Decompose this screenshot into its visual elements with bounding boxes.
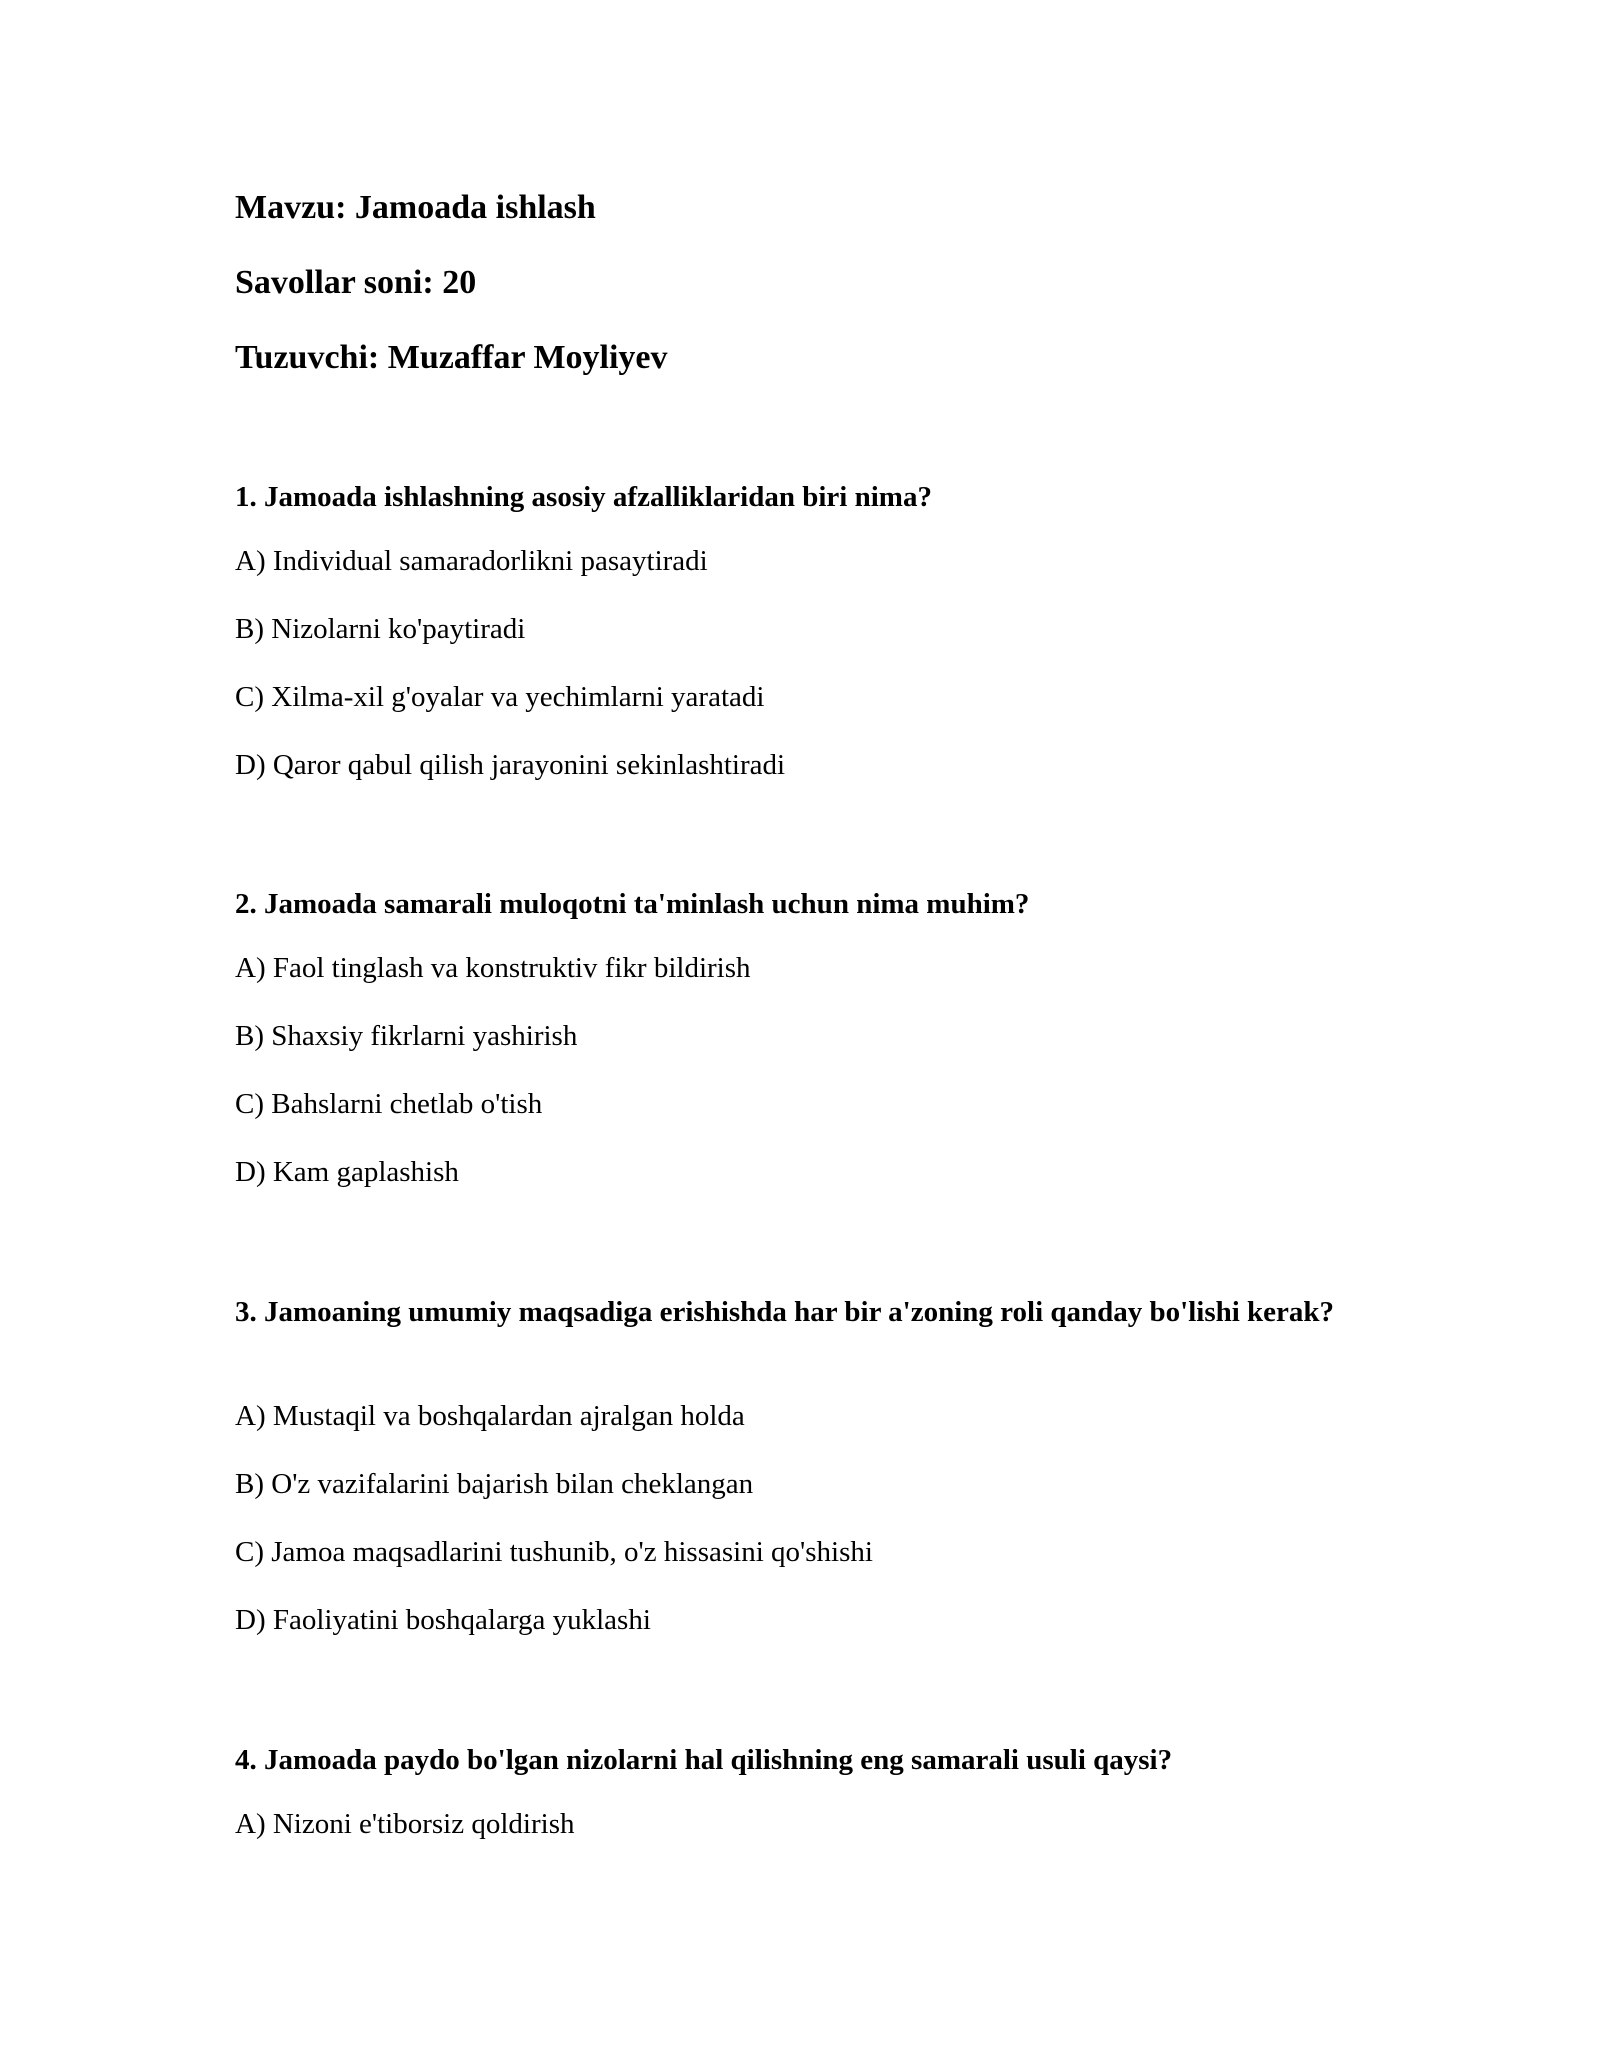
option-c: C) Xilma-xil g'oyalar va yechimlarni yaratadi [235,681,765,713]
option-d: D) Qaror qabul qilish jarayonini sekinlashtiradi [235,749,786,781]
question-text: 4. Jamoada paydo bo'lgan nizolarni hal qilishning eng samarali usuli qaysi? [235,1744,1173,1776]
question-text: 1. Jamoada ishlashning asosiy afzalliklaridan biri nima? [235,481,932,513]
question-2 [235,884,1365,1188]
option-d: D) Kam gaplashish [235,1156,459,1188]
option-b: B) Shaxsiy fikrlarni yashirish [235,1020,578,1052]
question-text: 2. Jamoada samarali muloqotni ta'minlash uchun nima muhim? [235,888,1030,920]
option-c: C) Bahslarni chetlab o'tish [235,1088,543,1120]
question-4 [235,1740,1365,1840]
author-heading: Tuzuvchi: Muzaffar Moyliyev [235,339,668,376]
option-a: A) Faol tinglash va konstruktiv fikr bildirish [235,952,751,984]
option-d: D) Faoliyatini boshqalarga yuklashi [235,1604,651,1636]
option-a: A) Mustaqil va boshqalardan ajralgan holda [235,1400,745,1432]
question-text: 3. Jamoaning umumiy maqsadiga erishishda har bir a'zoning roli qanday bo'lishi kerak? [235,1296,1335,1328]
question-3 [235,1292,1365,1636]
option-b: B) Nizolarni ko'paytiradi [235,613,526,645]
question-count-heading: Savollar soni: 20 [235,264,477,301]
option-b: B) O'z vazifalarini bajarish bilan cheklangan [235,1468,754,1500]
option-c: C) Jamoa maqsadlarini tushunib, o'z hissasini qo'shishi [235,1536,873,1568]
question-1 [235,477,1365,781]
topic-heading: Mavzu: Jamoada ishlash [235,189,596,226]
option-a: A) Nizoni e'tiborsiz qoldirish [235,1808,575,1840]
option-a: A) Individual samaradorlikni pasaytiradi [235,545,708,577]
